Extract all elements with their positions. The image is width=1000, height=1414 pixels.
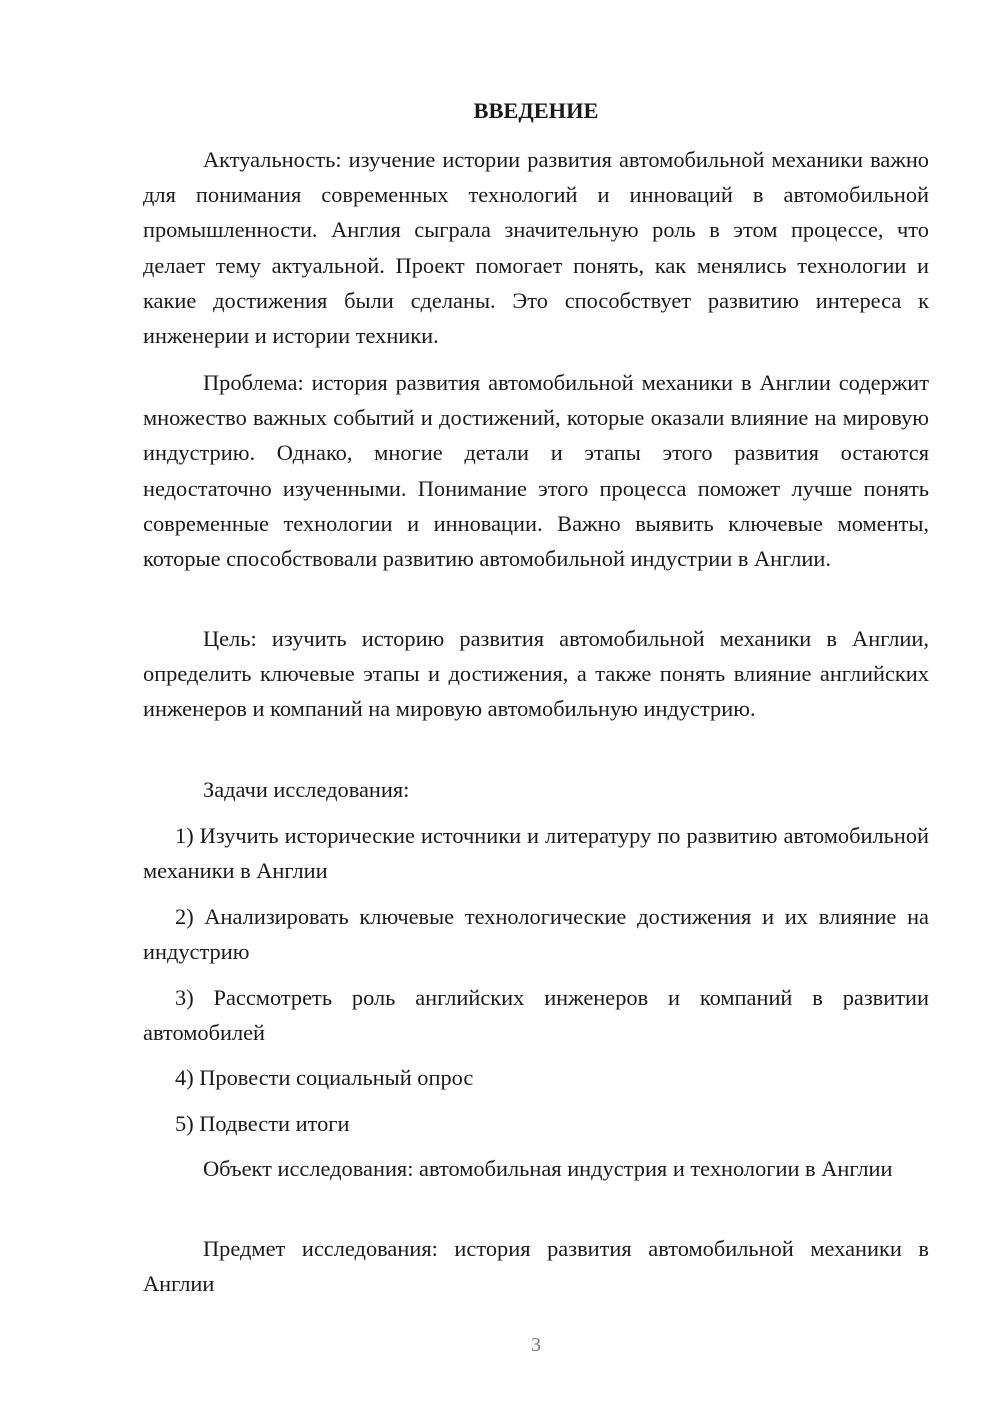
tasks-heading: Задачи исследования: <box>203 777 410 802</box>
relevance-paragraph: Актуальность: изучение истории развития автомобильной механики важно для понимания современных технологий и инноваций в автомобильной промышленности. Англия сыграла значительную роль в этом процессе, что делает тему актуальной. Проект помогает понять, как менялись технологии и какие достижения были сделаны. Это способствует развитию интереса к инженерии и истории техники. <box>143 147 929 349</box>
page-number: 3 <box>531 1334 541 1356</box>
research-object-paragraph: Объект исследования: автомобильная индустрия и технологии в Англии <box>203 1156 893 1181</box>
task-item-4: 4) Провести социальный опрос <box>175 1065 474 1090</box>
task-item-1: 1) Изучить исторические источники и литературу по развитию автомобильной механики в Англии <box>143 823 929 884</box>
goal-paragraph: Цель: изучить историю развития автомобильной механики в Англии, определить ключевые этапы и достижения, а также понять влияние английских инженеров и компаний на мировую автомобильную индустрию. <box>143 626 929 722</box>
problem-paragraph: Проблема: история развития автомобильной механики в Англии содержит множество важных событий и достижений, которые оказали влияние на мировую индустрию. Однако, многие детали и этапы этого развития остаются недостаточно изученными. Понимание этого процесса поможет лучше понять современные технологии и инновации. Важно выявить ключевые моменты, которые способствовали развитию автомобильной индустрии в Англии. <box>143 370 929 572</box>
page-title: ВВЕДЕНИЕ <box>473 98 599 123</box>
research-subject-paragraph: Предмет исследования: история развития автомобильной механики в Англии <box>143 1236 929 1297</box>
task-item-5: 5) Подвести итоги <box>175 1111 350 1136</box>
task-item-3: 3) Рассмотреть роль английских инженеров и компаний в развитии автомобилей <box>143 985 929 1046</box>
task-item-2: 2) Анализировать ключевые технологические достижения и их влияние на индустрию <box>143 904 929 965</box>
